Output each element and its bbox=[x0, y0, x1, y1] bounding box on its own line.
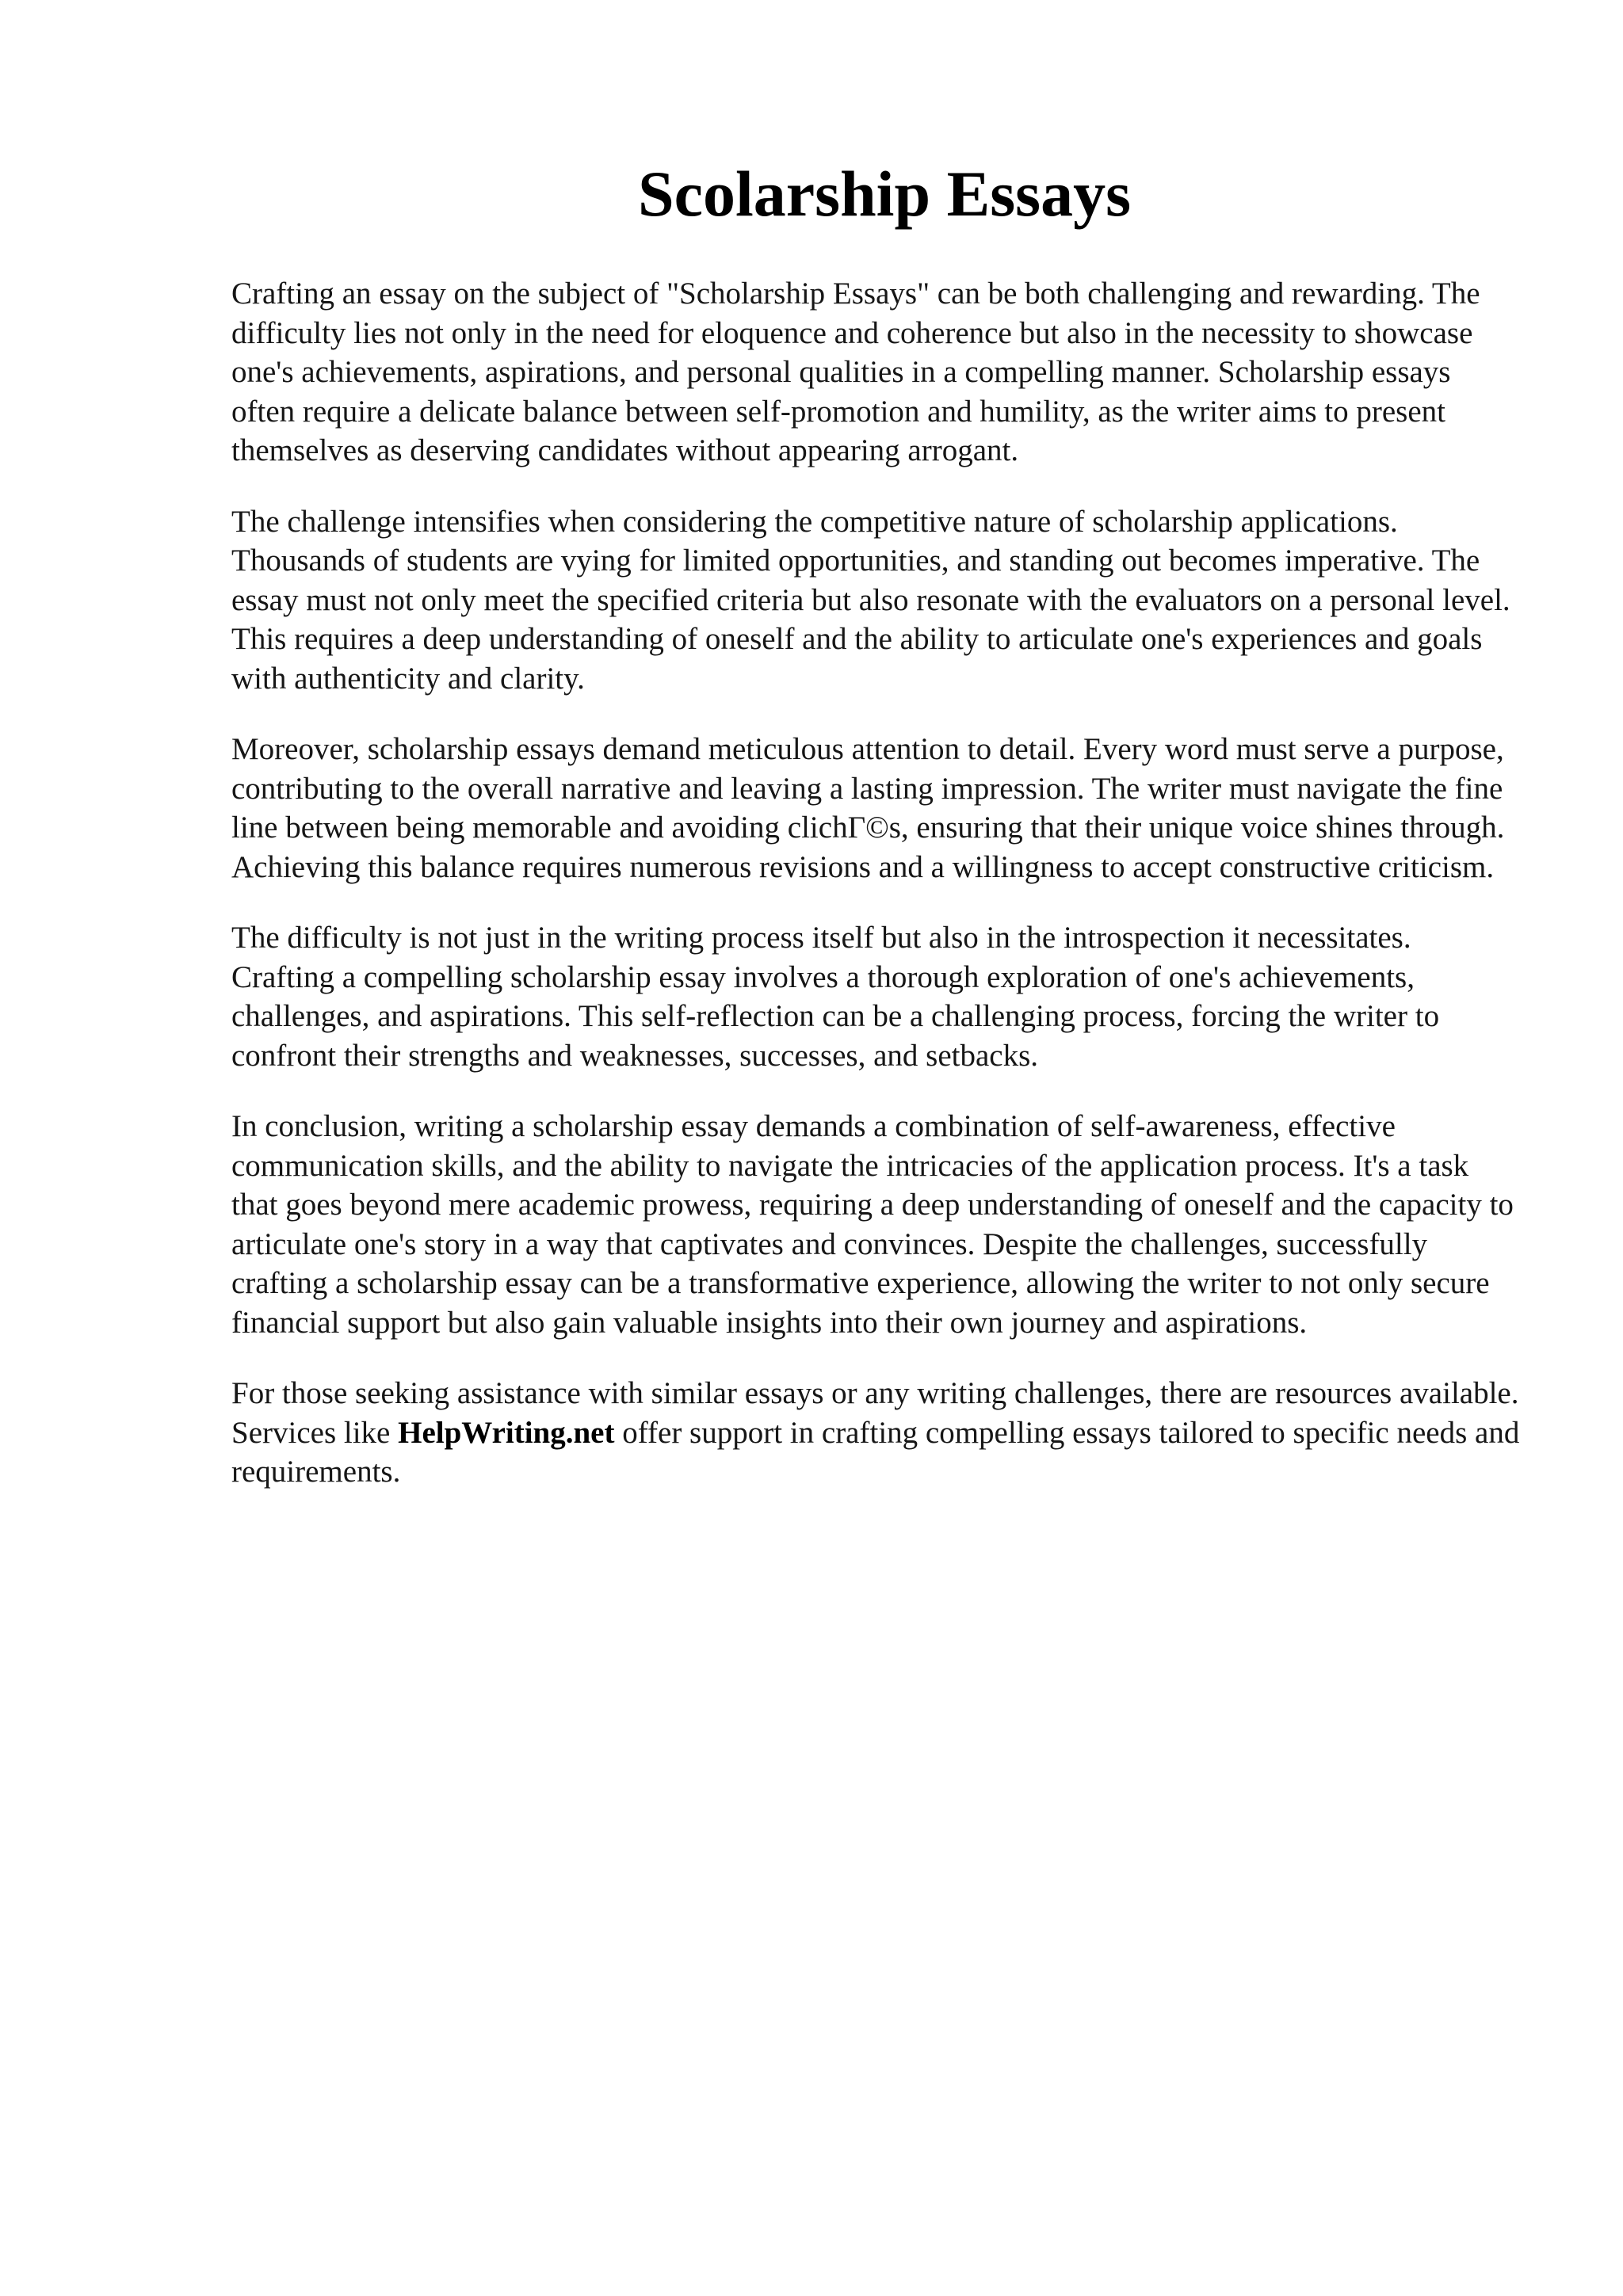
closing-text-before: For those seeking assistance with similar essays or any writing challenges, there are resources available. Services like bbox=[231, 1376, 1519, 1450]
paragraph-3: Moreover, scholarship essays demand meticulous attention to detail. Every word must serve a purpose, contributing to the overall narrative and leaving a lasting impression. The writer must navigate the fine line between being memorable and avoiding clichΓ©s, ensuring that their unique voice shines through. Achieving this balance requires numerous revisions and a willingness to accept constructive criticism. bbox=[231, 732, 1505, 884]
paragraph-5: In conclusion, writing a scholarship essay demands a combination of self-awareness, effective communication skills, and the ability to navigate the intricacies of the application process. It's a task that goes beyond mere academic prowess, requiring a deep understanding of oneself and the capacity to articulate one's story in a way that captivates and convinces. Despite the challenges, successfully crafting a scholarship essay can be a transformative experience, allowing the writer to not only secure financial support but also gain valuable insights into their own journey and aspirations. bbox=[231, 1109, 1514, 1340]
paragraph-1: Crafting an essay on the subject of "Scholarship Essays" can be both challenging and rewarding. The difficulty lies not only in the need for eloquence and coherence but also in the necessity to showcase one's achievements, aspirations, and personal qualities in a compelling manner. Scholarship essays often require a delicate balance between self-promotion and humility, as the writer aims to present themselves as deserving candidates without appearing arrogant. bbox=[231, 277, 1480, 467]
document-body bbox=[231, 151, 1522, 1524]
helpwriting-link[interactable]: HelpWriting.net bbox=[398, 1415, 615, 1450]
page-title: Scolarship Essays bbox=[637, 158, 1131, 230]
paragraph-2: The challenge intensifies when considering the competitive nature of scholarship applications. Thousands of students are vying for limited opportunities, and standing out becomes imperative. The essay must not only meet the specified criteria but also resonate with the evaluators on a personal level. This requires a deep understanding of oneself and the ability to articulate one's experiences and goals with authenticity and clarity. bbox=[231, 504, 1510, 696]
closing-paragraph bbox=[231, 1374, 1522, 1492]
paragraph-4: The difficulty is not just in the writing process itself but also in the introspection it necessitates. Crafting a compelling scholarship essay involves a thorough exploration of one's achievements, challenges, and aspirations. This self-reflection can be a challenging process, forcing the writer to confront their strengths and weaknesses, successes, and setbacks. bbox=[231, 921, 1440, 1073]
closing-text-after: offer support in crafting compelling essays tailored to specific needs and requirements. bbox=[231, 1415, 1520, 1489]
